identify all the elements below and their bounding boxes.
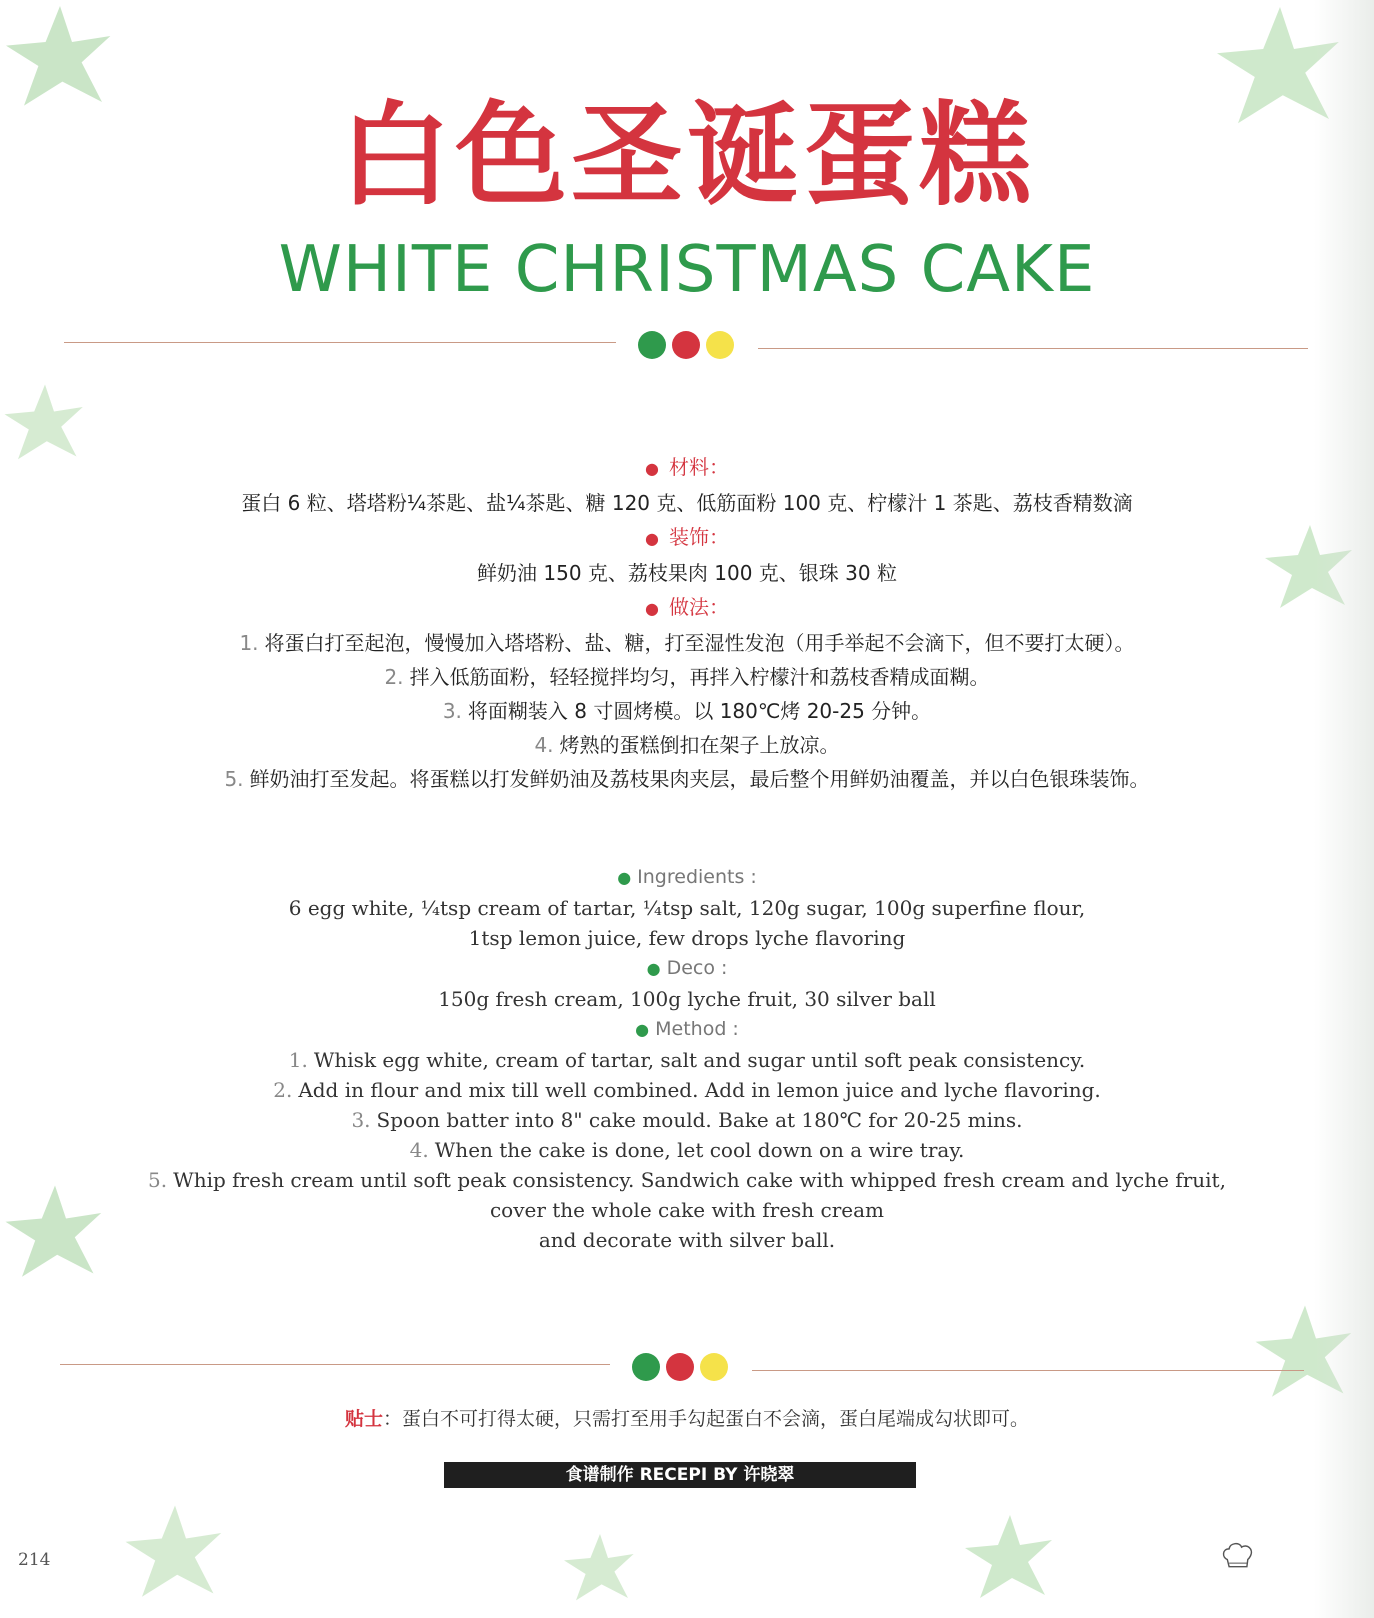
step-number: 4. bbox=[534, 733, 554, 757]
leaf-icon bbox=[560, 1530, 640, 1610]
tricolor-dots-bottom bbox=[632, 1353, 728, 1381]
divider-right-top bbox=[758, 348, 1308, 349]
red-dot bbox=[666, 1353, 694, 1381]
green-dot bbox=[632, 1353, 660, 1381]
ingredients-heading-en bbox=[0, 862, 1374, 893]
bullet-icon: ● bbox=[617, 868, 632, 887]
ingredients-text-en: 1tsp lemon juice, few drops lyche flavoring bbox=[468, 926, 906, 950]
heading-label: Ingredients : bbox=[637, 866, 757, 888]
heading-label: 做法： bbox=[668, 595, 729, 619]
deco-heading-en bbox=[0, 953, 1374, 984]
step-text: Whisk egg white, cream of tartar, salt and sugar until soft peak consistency. bbox=[313, 1048, 1086, 1072]
title-chinese: 白色圣诞蛋糕 bbox=[339, 91, 1035, 221]
step-text: 将面糊装入 8 寸圆烤模。以 180℃烤 20-25 分钟。 bbox=[467, 699, 932, 723]
method-step-en-continued: cover the whole cake with fresh cream bbox=[489, 1198, 885, 1222]
step-number: 2. bbox=[273, 1078, 293, 1102]
step-text: 拌入低筋面粉，轻轻搅拌均匀，再拌入柠檬汁和荔枝香精成面糊。 bbox=[409, 665, 990, 689]
method-step-cn bbox=[0, 660, 1374, 694]
leaf-icon bbox=[960, 1510, 1060, 1610]
tip-note bbox=[0, 1404, 1374, 1431]
yellow-dot bbox=[700, 1353, 728, 1381]
leaf-icon bbox=[120, 1500, 230, 1610]
ingredients-heading-cn bbox=[0, 450, 1374, 486]
red-dot bbox=[672, 331, 700, 359]
divider-right-bottom bbox=[752, 1370, 1304, 1371]
step-text: 烤熟的蛋糕倒扣在架子上放凉。 bbox=[559, 733, 840, 757]
recipe-credit: 食谱制作 RECEPI BY 许晓翠 bbox=[444, 1462, 916, 1488]
divider-left-bottom bbox=[60, 1364, 610, 1365]
method-step-cn bbox=[0, 694, 1374, 728]
step-number: 4. bbox=[409, 1138, 429, 1162]
divider-left-top bbox=[64, 342, 616, 343]
heading-label: 装饰： bbox=[668, 525, 729, 549]
step-text: When the cake is done, let cool down on a wire tray. bbox=[434, 1138, 965, 1162]
deco-text-en: 150g fresh cream, 100g lyche fruit, 30 silver ball bbox=[438, 987, 936, 1011]
method-step-en bbox=[0, 1075, 1374, 1105]
heading-label: 材料： bbox=[668, 455, 729, 479]
english-recipe bbox=[0, 862, 1374, 1255]
method-step-en bbox=[0, 1105, 1374, 1135]
method-step-en bbox=[0, 1165, 1374, 1195]
step-number: 5. bbox=[224, 767, 244, 791]
bullet-icon: ● bbox=[645, 599, 659, 618]
method-step-en bbox=[0, 1045, 1374, 1075]
step-text: Spoon batter into 8" cake mould. Bake at 180℃ for 20-25 mins. bbox=[376, 1108, 1023, 1132]
chef-hat-icon bbox=[1220, 1540, 1256, 1572]
step-text: Add in flour and mix till well combined. Add in lemon juice and lyche flavoring. bbox=[298, 1078, 1101, 1102]
chinese-recipe bbox=[0, 450, 1374, 796]
step-number: 2. bbox=[384, 665, 404, 689]
bullet-icon: ● bbox=[645, 459, 659, 478]
method-step-cn bbox=[0, 626, 1374, 660]
bullet-icon: ● bbox=[646, 959, 661, 978]
step-text: Whip fresh cream until soft peak consistency. Sandwich cake with whipped fresh cream and lyche fruit, bbox=[173, 1168, 1226, 1192]
step-number: 3. bbox=[351, 1108, 371, 1132]
ingredients-text-en: 6 egg white, ¼tsp cream of tartar, ¼tsp salt, 120g sugar, 100g superfine flour, bbox=[288, 896, 1086, 920]
step-text: 将蛋白打至起泡，慢慢加入塔塔粉、盐、糖，打至湿性发泡（用手举起不会滴下，但不要打太硬）。 bbox=[264, 631, 1135, 655]
title-english: WHITE CHRISTMAS CAKE bbox=[278, 233, 1096, 307]
step-text: 鲜奶油打至发起。将蛋糕以打发鲜奶油及荔枝果肉夹层，最后整个用鲜奶油覆盖，并以白色银珠装饰。 bbox=[249, 767, 1150, 791]
heading-label: Deco : bbox=[666, 957, 728, 979]
step-number: 1. bbox=[239, 631, 259, 655]
deco-text-cn: 鲜奶油 150 克、荔枝果肉 100 克、银珠 30 粒 bbox=[477, 561, 897, 585]
deco-heading-cn bbox=[0, 520, 1374, 556]
method-heading-cn bbox=[0, 590, 1374, 626]
method-heading-en bbox=[0, 1014, 1374, 1045]
bullet-icon: ● bbox=[635, 1020, 650, 1039]
heading-label: Method : bbox=[655, 1018, 739, 1040]
green-dot bbox=[638, 331, 666, 359]
tricolor-dots-top bbox=[638, 331, 734, 359]
ingredients-text-cn: 蛋白 6 粒、塔塔粉¼茶匙、盐¼茶匙、糖 120 克、低筋面粉 100 克、柠檬汁 1 茶匙、荔枝香精数滴 bbox=[241, 491, 1133, 515]
method-step-en-continued: and decorate with silver ball. bbox=[538, 1228, 836, 1252]
step-number: 1. bbox=[288, 1048, 308, 1072]
tip-label: 贴士 bbox=[344, 1408, 383, 1430]
method-step-cn bbox=[0, 728, 1374, 762]
step-number: 3. bbox=[442, 699, 462, 723]
tip-text: ：蛋白不可打得太硬，只需打至用手勾起蛋白不会滴，蛋白尾端成勾状即可。 bbox=[383, 1408, 1030, 1430]
step-number: 5. bbox=[148, 1168, 168, 1192]
method-step-en bbox=[0, 1135, 1374, 1165]
bullet-icon: ● bbox=[645, 529, 659, 548]
page-number: 214 bbox=[18, 1550, 51, 1570]
method-step-cn bbox=[0, 762, 1374, 796]
yellow-dot bbox=[706, 331, 734, 359]
